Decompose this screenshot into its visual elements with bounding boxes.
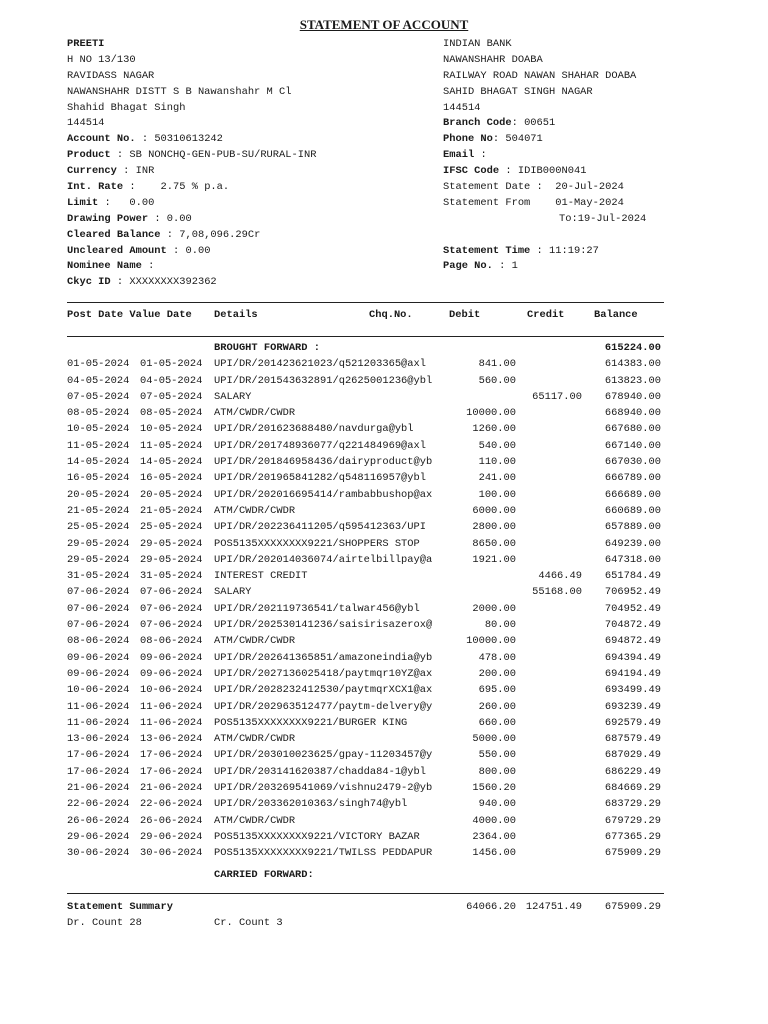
interest-rate-value: : 2.75 % p.a.	[129, 181, 230, 194]
cell-post-date: 30-06-2024	[67, 847, 130, 860]
cell-value-date: 25-05-2024	[140, 521, 203, 534]
table-row	[0, 421, 768, 437]
phone-number	[443, 132, 646, 148]
cell-balance: 667680.00	[604, 423, 661, 436]
column-header-details: Details	[214, 309, 258, 321]
ifsc-code-label: IFSC Code	[443, 165, 500, 178]
cell-post-date: 25-05-2024	[67, 521, 130, 534]
table-row	[0, 438, 768, 454]
table-row	[0, 666, 768, 682]
cell-debit: 80.00	[484, 619, 516, 632]
cell-debit: 540.00	[478, 439, 516, 452]
table-row	[0, 682, 768, 698]
address-line: RAVIDASS NAGAR	[67, 69, 155, 82]
drawing-power-value: : 0.00	[154, 212, 192, 225]
customer-name: PREETI	[67, 38, 105, 50]
cell-balance: 651784.49	[604, 570, 661, 583]
table-row	[0, 373, 768, 389]
table-row	[0, 845, 768, 861]
cell-balance: 649239.00	[604, 537, 661, 550]
cell-post-date: 10-05-2024	[67, 423, 130, 436]
transaction-rows	[0, 356, 768, 861]
cell-balance: 683729.29	[604, 798, 661, 811]
table-row	[0, 487, 768, 503]
cell-debit: 260.00	[478, 700, 516, 713]
cell-value-date: 11-06-2024	[140, 700, 203, 713]
cell-debit: 695.00	[478, 684, 516, 697]
uncleared-amount	[67, 244, 316, 260]
column-header-chq: Chq.No.	[369, 309, 413, 321]
cell-details: SALARY	[214, 390, 252, 403]
table-row	[0, 470, 768, 486]
cell-value-date: 17-06-2024	[140, 765, 203, 778]
statement-time	[443, 244, 646, 260]
cell-debit: 841.00	[478, 358, 516, 371]
table-row	[0, 796, 768, 812]
table-row	[0, 519, 768, 535]
cell-value-date: 21-05-2024	[140, 504, 203, 517]
cell-value-date: 10-05-2024	[140, 423, 203, 436]
limit-label: Limit	[67, 196, 99, 209]
bank-details	[443, 37, 646, 275]
cell-post-date: 07-06-2024	[67, 602, 130, 615]
cell-details: UPI/DR/203141620387/chadda84-1@ybl	[214, 765, 427, 778]
cell-value-date: 29-05-2024	[140, 553, 203, 566]
cell-details: UPI/DR/201543632891/q2625001236@ybl	[214, 374, 433, 387]
statement-date: Statement Date : 20-Jul-2024	[443, 181, 624, 194]
table-row	[0, 813, 768, 829]
carried-forward-label: CARRIED FORWARD:	[214, 869, 314, 881]
cell-value-date: 11-05-2024	[140, 439, 203, 452]
cleared-balance-value: : 7,08,096.29Cr	[166, 228, 261, 241]
cell-balance: 667030.00	[604, 456, 661, 469]
ckyc-id-value: : XXXXXXXX392362	[116, 276, 217, 289]
cell-debit: 100.00	[478, 488, 516, 501]
cell-debit: 660.00	[478, 716, 516, 729]
table-row	[0, 536, 768, 552]
cell-details: ATM/CWDR/CWDR	[214, 504, 296, 517]
cell-debit: 2000.00	[472, 602, 516, 615]
cell-balance: 660689.00	[604, 504, 661, 517]
cell-debit: 550.00	[478, 749, 516, 762]
table-row	[0, 617, 768, 633]
cell-balance: 614383.00	[604, 358, 661, 371]
cell-details: UPI/DR/201748936077/q221484969@axl	[214, 439, 427, 452]
cell-post-date: 16-05-2024	[67, 472, 130, 485]
phone-number-label: Phone No	[443, 133, 493, 146]
page-number	[443, 259, 646, 275]
cell-value-date: 29-06-2024	[140, 830, 203, 843]
table-row	[0, 454, 768, 470]
cell-value-date: 21-06-2024	[140, 782, 203, 795]
cell-post-date: 09-06-2024	[67, 651, 130, 664]
cell-debit: 2364.00	[472, 830, 516, 843]
ifsc-code-value: : IDIB000N041	[505, 165, 587, 178]
account-number	[67, 132, 316, 148]
branch-code	[443, 116, 646, 132]
table-row	[0, 405, 768, 421]
address-line: NAWANSHAHR DISTT S B Nawanshahr M Cl	[67, 85, 292, 98]
cleared-balance	[67, 228, 316, 244]
address-line: 144514	[67, 117, 105, 130]
cell-debit: 478.00	[478, 651, 516, 664]
cell-balance: 647318.00	[604, 553, 661, 566]
cell-value-date: 17-06-2024	[140, 749, 203, 762]
column-header-balance: Balance	[594, 309, 638, 321]
cell-value-date: 29-05-2024	[140, 537, 203, 550]
cell-details: UPI/DR/202016695414/rambabbushop@ax	[214, 488, 433, 501]
address-line: Shahid Bhagat Singh	[67, 101, 186, 114]
cell-post-date: 01-05-2024	[67, 358, 130, 371]
table-row	[0, 829, 768, 845]
branch-code-label: Branch Code	[443, 117, 512, 130]
cell-balance: 667140.00	[604, 439, 661, 452]
nominee-name-value: :	[148, 260, 155, 273]
cell-details: UPI/DR/2027136025418/paytmqr10YZ@ax	[214, 667, 433, 680]
cell-value-date: 16-05-2024	[140, 472, 203, 485]
summary-total-debit: 64066.20	[466, 901, 516, 913]
currency-label: Currency	[67, 165, 117, 178]
cell-debit: 1921.00	[472, 553, 516, 566]
cell-value-date: 09-06-2024	[140, 651, 203, 664]
table-row	[0, 747, 768, 763]
cell-debit: 200.00	[478, 667, 516, 680]
table-row	[0, 633, 768, 649]
cell-details: UPI/DR/203362010363/singh74@ybl	[214, 798, 408, 811]
cell-post-date: 09-06-2024	[67, 667, 130, 680]
cell-post-date: 17-06-2024	[67, 765, 130, 778]
cell-balance: 692579.49	[604, 716, 661, 729]
cell-details: UPI/DR/202530141236/saisirisazerox@	[214, 619, 433, 632]
cell-details: UPI/DR/201423621023/q521203365@axl	[214, 358, 427, 371]
cell-details: ATM/CWDR/CWDR	[214, 407, 296, 420]
column-header-dates: Post Date Value Date	[67, 309, 192, 321]
cell-credit: 65117.00	[532, 390, 582, 403]
table-header	[0, 309, 768, 323]
summary-total-credit: 124751.49	[525, 901, 582, 913]
cell-value-date: 08-05-2024	[140, 407, 203, 420]
product-label: Product	[67, 149, 111, 162]
cell-credit: 4466.49	[538, 570, 582, 583]
cell-post-date: 07-06-2024	[67, 586, 130, 599]
credit-count: Cr. Count 3	[214, 917, 283, 929]
cell-debit: 8650.00	[472, 537, 516, 550]
summary-counts	[0, 915, 768, 931]
cell-value-date: 31-05-2024	[140, 570, 203, 583]
table-row	[0, 650, 768, 666]
page-number-value: : 1	[499, 260, 518, 273]
cell-value-date: 07-06-2024	[140, 602, 203, 615]
cell-post-date: 08-05-2024	[67, 407, 130, 420]
customer-details	[67, 37, 316, 291]
cell-debit: 560.00	[478, 374, 516, 387]
cell-value-date: 08-06-2024	[140, 635, 203, 648]
table-row	[0, 731, 768, 747]
cell-post-date: 13-06-2024	[67, 733, 130, 746]
cell-post-date: 04-05-2024	[67, 374, 130, 387]
cell-post-date: 22-06-2024	[67, 798, 130, 811]
ckyc-id-label: Ckyc ID	[67, 276, 111, 289]
cell-post-date: 11-05-2024	[67, 439, 130, 452]
cleared-balance-label: Cleared Balance	[67, 228, 161, 241]
branch-code-value: : 00651	[511, 117, 556, 130]
divider	[67, 336, 664, 337]
cell-balance: 668940.00	[604, 407, 661, 420]
phone-number-value: : 504071	[492, 133, 543, 146]
statement-title: STATEMENT OF ACCOUNT	[299, 17, 469, 32]
cell-value-date: 01-05-2024	[140, 358, 203, 371]
cell-details: SALARY	[214, 586, 252, 599]
cell-debit: 241.00	[478, 472, 516, 485]
cell-balance: 657889.00	[604, 521, 661, 534]
cell-details: UPI/DR/201965841282/q548116957@ybl	[214, 472, 427, 485]
cell-balance: 679729.29	[604, 814, 661, 827]
cell-balance: 666789.00	[604, 472, 661, 485]
cell-details: UPI/DR/203269541069/vishnu2479-2@yb	[214, 782, 433, 795]
cell-post-date: 29-05-2024	[67, 553, 130, 566]
cell-balance: 694194.49	[604, 667, 661, 680]
cell-details: POS5135XXXXXXXX9221/VICTORY BAZAR	[214, 830, 420, 843]
cell-value-date: 04-05-2024	[140, 374, 203, 387]
statement-summary	[0, 899, 768, 915]
cell-debit: 800.00	[478, 765, 516, 778]
summary-label: Statement Summary	[67, 901, 174, 913]
cell-balance: 694394.49	[604, 651, 661, 664]
cell-balance: 687029.49	[604, 749, 661, 762]
table-row	[0, 568, 768, 584]
interest-rate-label: Int. Rate	[67, 181, 124, 194]
email-value: :	[480, 149, 487, 162]
cell-details: UPI/DR/202236411205/q595412363/UPI	[214, 521, 427, 534]
cell-post-date: 11-06-2024	[67, 716, 130, 729]
page-number-label: Page No.	[443, 260, 493, 273]
bank-address-line: 144514	[443, 101, 481, 114]
cell-post-date: 07-06-2024	[67, 619, 130, 632]
divider	[67, 302, 664, 303]
cell-post-date: 20-05-2024	[67, 488, 130, 501]
cell-value-date: 14-05-2024	[140, 456, 203, 469]
cell-balance: 704952.49	[604, 602, 661, 615]
brought-forward-balance: 615224.00	[604, 342, 661, 354]
cell-balance: 693239.49	[604, 700, 661, 713]
product-value: : SB NONCHQ-GEN-PUB-SU/RURAL-INR	[116, 149, 317, 162]
cell-post-date: 17-06-2024	[67, 749, 130, 762]
cell-details: POS5135XXXXXXXX9221/BURGER KING	[214, 716, 408, 729]
divider	[67, 893, 664, 894]
cell-post-date: 29-05-2024	[67, 537, 130, 550]
cell-debit: 4000.00	[472, 814, 516, 827]
cell-details: POS5135XXXXXXXX9221/TWILSS PEDDAPUR	[214, 847, 433, 860]
column-header-debit: Debit	[449, 309, 481, 321]
cell-debit: 6000.00	[472, 504, 516, 517]
cell-debit: 940.00	[478, 798, 516, 811]
cell-balance: 675909.29	[604, 847, 661, 860]
cell-debit: 10000.00	[466, 635, 516, 648]
cell-post-date: 14-05-2024	[67, 456, 130, 469]
table-row	[0, 715, 768, 731]
email	[443, 148, 646, 164]
cell-debit: 110.00	[478, 456, 516, 469]
table-row	[0, 552, 768, 568]
blank-line	[443, 228, 646, 244]
cell-debit: 5000.00	[472, 733, 516, 746]
table-row	[0, 584, 768, 600]
drawing-power-label: Drawing Power	[67, 212, 149, 225]
brought-forward-label: BROUGHT FORWARD :	[214, 342, 321, 354]
cell-details: UPI/DR/203010023625/gpay-11203457@y	[214, 749, 433, 762]
cell-debit: 10000.00	[466, 407, 516, 420]
brought-forward-row	[0, 340, 768, 356]
bank-address-line: RAILWAY ROAD NAWAN SHAHAR DOABA	[443, 69, 637, 82]
cell-details: ATM/CWDR/CWDR	[214, 635, 296, 648]
cell-post-date: 07-05-2024	[67, 390, 130, 403]
currency	[67, 164, 316, 180]
cell-details: ATM/CWDR/CWDR	[214, 733, 296, 746]
account-number-label: Account No.	[67, 133, 136, 146]
cell-details: INTEREST CREDIT	[214, 570, 308, 583]
cell-debit: 1560.20	[472, 782, 516, 795]
cell-post-date: 08-06-2024	[67, 635, 130, 648]
cell-details: UPI/DR/202963512477/paytm-delvery@y	[214, 700, 433, 713]
cell-details: UPI/DR/201623688480/navdurga@ybl	[214, 423, 414, 436]
cell-balance: 706952.49	[604, 586, 661, 599]
cell-details: UPI/DR/202641365851/amazoneindia@yb	[214, 651, 433, 664]
cell-balance: 666689.00	[604, 488, 661, 501]
interest-rate	[67, 180, 316, 196]
cell-value-date: 13-06-2024	[140, 733, 203, 746]
cell-balance: 693499.49	[604, 684, 661, 697]
address-line: H NO 13/130	[67, 53, 136, 66]
bank-address-line: NAWANSHAHR DOABA	[443, 53, 543, 66]
cell-balance: 694872.49	[604, 635, 661, 648]
table-row	[0, 601, 768, 617]
cell-value-date: 11-06-2024	[140, 716, 203, 729]
cell-value-date: 10-06-2024	[140, 684, 203, 697]
cell-balance: 704872.49	[604, 619, 661, 632]
cell-balance: 686229.49	[604, 765, 661, 778]
account-number-value: : 50310613242	[141, 133, 223, 146]
ckyc-id	[67, 275, 316, 291]
nominee-name-label: Nominee Name	[67, 260, 142, 273]
transaction-table	[0, 340, 768, 862]
nominee-name	[67, 259, 316, 275]
table-row	[0, 356, 768, 372]
cell-details: UPI/DR/201846958436/dairyproduct@yb	[214, 456, 433, 469]
cell-value-date: 07-06-2024	[140, 586, 203, 599]
cell-balance: 687579.49	[604, 733, 661, 746]
cell-balance: 678940.00	[604, 390, 661, 403]
cell-post-date: 29-06-2024	[67, 830, 130, 843]
cell-value-date: 07-05-2024	[140, 390, 203, 403]
cell-post-date: 11-06-2024	[67, 700, 130, 713]
cell-debit: 2800.00	[472, 521, 516, 534]
cell-details: ATM/CWDR/CWDR	[214, 814, 296, 827]
column-header-credit: Credit	[527, 309, 565, 321]
table-row	[0, 699, 768, 715]
drawing-power	[67, 212, 316, 228]
cell-debit: 1260.00	[472, 423, 516, 436]
cell-balance: 677365.29	[604, 830, 661, 843]
cell-value-date: 07-06-2024	[140, 619, 203, 632]
cell-value-date: 26-06-2024	[140, 814, 203, 827]
cell-details: POS5135XXXXXXXX9221/SHOPPERS STOP	[214, 537, 420, 550]
cell-value-date: 30-06-2024	[140, 847, 203, 860]
cell-value-date: 22-06-2024	[140, 798, 203, 811]
statement-time-value: : 11:19:27	[536, 244, 599, 257]
statement-time-label: Statement Time	[443, 244, 531, 257]
ifsc-code	[443, 164, 646, 180]
limit-value: : 0.00	[104, 196, 155, 209]
table-row	[0, 389, 768, 405]
cell-details: UPI/DR/202014036074/airtelbillpay@a	[214, 553, 433, 566]
statement-to: To:19-Jul-2024	[559, 212, 647, 225]
table-row	[0, 780, 768, 796]
cell-details: UPI/DR/2028232412530/paytmqrXCX1@ax	[214, 684, 433, 697]
cell-post-date: 21-05-2024	[67, 504, 130, 517]
limit	[67, 196, 316, 212]
debit-count: Dr. Count 28	[67, 917, 142, 929]
table-row	[0, 503, 768, 519]
cell-debit: 1456.00	[472, 847, 516, 860]
statement-from: Statement From 01-May-2024	[443, 196, 624, 209]
cell-details: UPI/DR/202119736541/talwar456@ybl	[214, 602, 420, 615]
cell-post-date: 21-06-2024	[67, 782, 130, 795]
cell-balance: 613823.00	[604, 374, 661, 387]
cell-post-date: 26-06-2024	[67, 814, 130, 827]
cell-value-date: 20-05-2024	[140, 488, 203, 501]
table-row	[0, 764, 768, 780]
bank-address-line: SAHID BHAGAT SINGH NAGAR	[443, 85, 593, 98]
cell-credit: 55168.00	[532, 586, 582, 599]
cell-value-date: 09-06-2024	[140, 667, 203, 680]
currency-value: : INR	[123, 165, 155, 178]
summary-closing-balance: 675909.29	[604, 901, 661, 913]
uncleared-amount-value: : 0.00	[173, 244, 211, 257]
uncleared-amount-label: Uncleared Amount	[67, 244, 167, 257]
cell-balance: 684669.29	[604, 782, 661, 795]
bank-name: INDIAN BANK	[443, 38, 512, 50]
product	[67, 148, 316, 164]
cell-post-date: 31-05-2024	[67, 570, 130, 583]
email-label: Email	[443, 149, 475, 162]
cell-post-date: 10-06-2024	[67, 684, 130, 697]
